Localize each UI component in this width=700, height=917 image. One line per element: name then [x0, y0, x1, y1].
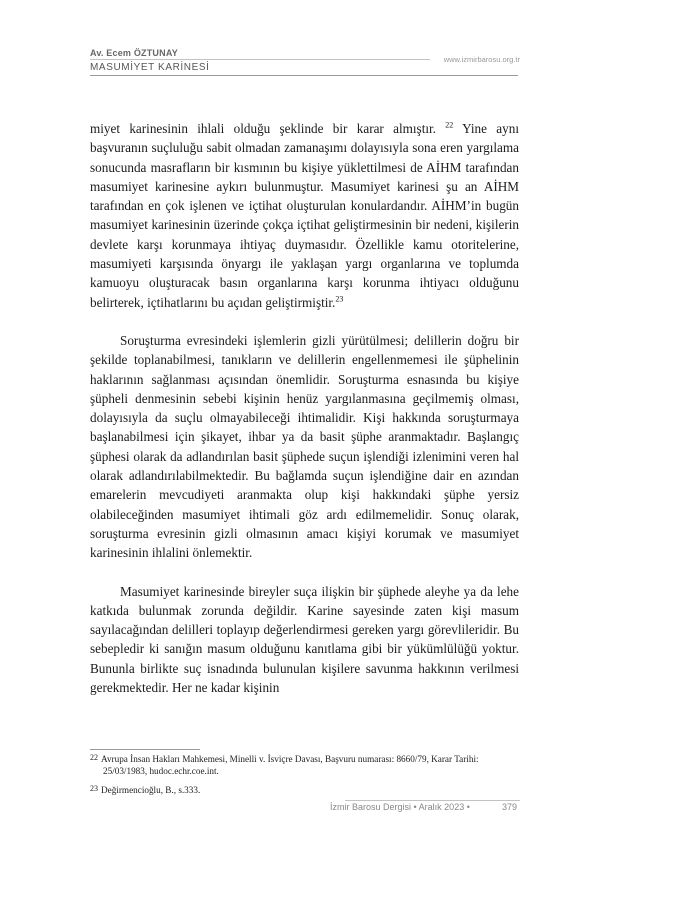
page-number: 379 [502, 802, 518, 812]
footnote-text: Değirmencioğlu, B., s.333. [101, 785, 201, 795]
footnote-22 [90, 752, 519, 777]
paragraph-2: Soruşturma evresindeki işlemlerin gizli yürütülmesi; delillerin doğru bir şekilde toplanabilmesi, tanıkların ve delillerin engellenmemesi ile şüphelinin haklarının sağlanması açısından önemlidir. Soruşturma esnasında bu kişiye şüpheli denmesinin sebebi kişinin henüz yargılanmasına geçilmemiş olması, dolayısıyla da suçlu olmayabileceği ihtimalidir. Kişi hakkında soruşturmaya başlanabilmesi için şikayet, ihbar ya da basit şüphe aranmaktadır. Başlangıç şüphesi olarak da adlandırılan basit şüphede suçun işlendiği izlenimini veren hal olarak adlandırılabilmektedir. Bu bağlamda suçun işlendiğine dair en azından emarelerin mevcudiyeti aranmakta olup kişi hakkındaki şüphe yersiz olabileceğinden masumiyet ihtimali göz ardı edilmemelidir. Sonuç olarak, soruşturma evresinin gizli olmasının amacı kişiyi korumak ve masumiyet karinesinin ihlalini önlemektir. [90, 332, 519, 561]
author-name: Av. Ecem ÖZTUNAY [90, 48, 178, 58]
footnote-ref-22: 22 [445, 120, 454, 130]
paragraph-3: Masumiyet karinesinde bireyler suça ilişkin bir şüphede aleyhe ya da lehe katkıda bulunmak zorunda değildir. Karine sayesinde zaten kişi masum sayılacağından delilleri toplayıp değerlendirmesi gereken yargı görevlileridir. Bu sebepledir ki sanığın masum olduğunu kanıtlama gibi bir yükümlülüğü yoktur. Bununla birlikte suç isnadında bulunulan kişilere savunma hakkının verilmesi gerekmektedir. Her ne kadar kişinin [90, 583, 519, 696]
footnote-separator [90, 749, 200, 750]
footnote-number: 23 [90, 784, 98, 793]
paragraph-1-text: miyet karinesinin ihlali olduğu şeklinde bir karar almıştır. [90, 121, 446, 136]
header-divider-top [90, 59, 430, 60]
header-divider [90, 75, 518, 76]
footer-divider [345, 800, 520, 801]
journal-issue: İzmir Barosu Dergisi • Aralık 2023 • [330, 802, 470, 812]
paragraph-1-text-cont: Yine aynı başvuranın suçluluğu sabit olmadan zamanaşımı dolayısıyla sona eren yargılama sonucunda masrafların bir kısmının bu kişiye yüklettilmesi de AİHM tarafından masumiyet karinesine aykırı bulunmuştur. Masumiyet karinesi şu an AİHM tarafından en çok işlenen ve içtihat oluşturulan konulardandır. AİHM’in bugün masumiyet karinesinin üzerinde çokça içtihat geliştirmesinin bir nedeni, kişilerin devlete karşı korunmaya ihtiyaç duymasıdır. Özellikle kamu otoritelerine, masumiyeti karşısında önyargı ile yaklaşan yargı organlarına ve toplumda kamuoyu oluşturacak basın organlarına karşı korunma ihtiyacı olduğunu belirterek, içtihatlarını bu açıdan geliştirmiştir. [90, 121, 519, 310]
bar-website-url: www.izmirbarosu.org.tr [443, 55, 520, 64]
footnote-number: 22 [90, 753, 98, 762]
article-title: MASUMİYET KARİNESİ [90, 62, 210, 73]
footnote-text: Avrupa İnsan Hakları Mahkemesi, Minelli v. İsviçre Davası, Başvuru numarası: 8660/79, Karar Tarihi: 25/03/1983, hudoc.echr.coe.int. [101, 754, 479, 776]
footnote-ref-23: 23 [335, 294, 344, 304]
footnote-23 [90, 783, 519, 796]
footnotes [90, 752, 519, 802]
paragraph-1 [90, 119, 519, 312]
article-body [90, 119, 519, 697]
